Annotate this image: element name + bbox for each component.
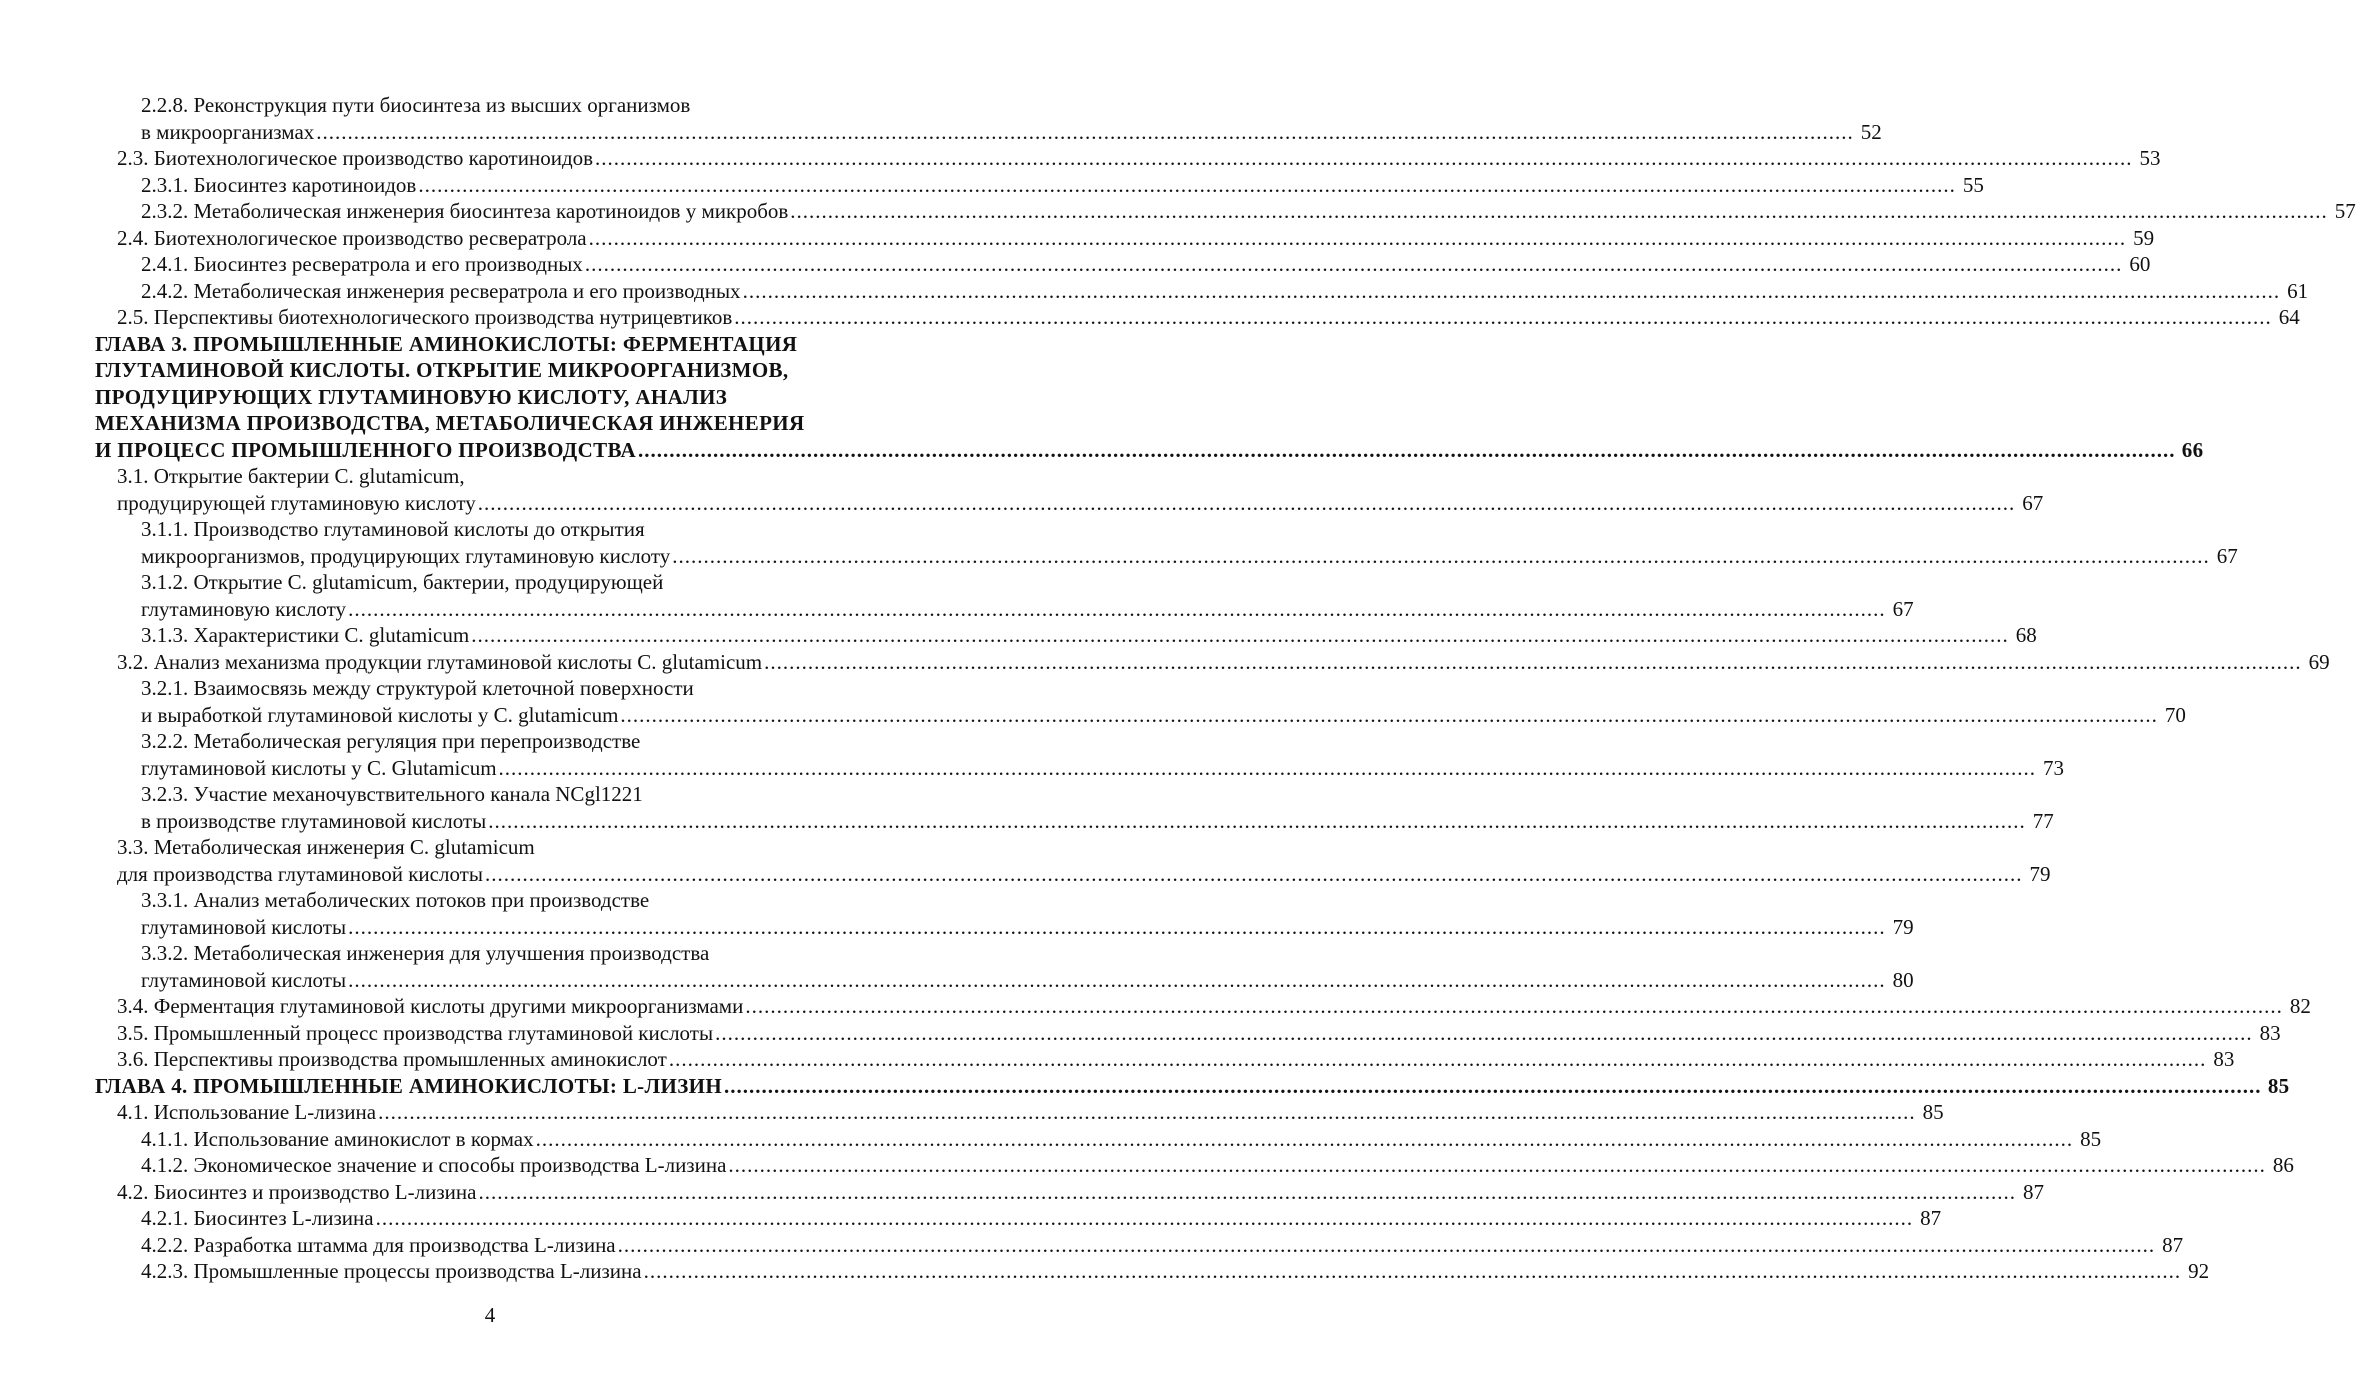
dot-leader — [672, 543, 2210, 570]
toc-entry — [95, 993, 2311, 1020]
dot-leader — [499, 755, 2037, 782]
toc-entry — [95, 543, 2238, 570]
toc-entry-title: 3.2.3. Участие механочувствительного канала NCgl1221 — [141, 782, 643, 806]
toc-entry — [95, 967, 1914, 994]
dot-leader — [644, 1258, 2182, 1285]
toc-entry-title: 4.1. Использование L-лизина — [117, 1100, 377, 1124]
dot-leader — [734, 304, 2272, 331]
toc-page-number: 52 — [1860, 119, 1882, 144]
toc-entry — [95, 516, 887, 543]
toc-page-number: 83 — [2213, 1047, 2235, 1071]
dot-leader — [764, 649, 2302, 676]
toc-page-number: 86 — [2272, 1153, 2294, 1177]
dot-leader — [536, 1126, 2074, 1153]
toc-page-number: 80 — [1892, 967, 1914, 992]
toc-entry-title: для производства глутаминовой кислоты — [117, 861, 483, 886]
toc-entry-title: 3.3.2. Метаболическая инженерия для улучшения производства — [141, 941, 710, 965]
table-of-contents — [95, 92, 2356, 1285]
toc-entry-title: 4.2.1. Биосинтез L-лизина — [141, 1206, 374, 1230]
toc-chapter-line — [95, 1073, 2290, 1100]
toc-entry-title: глутаминовой кислоты — [141, 967, 347, 992]
toc-entry — [95, 755, 2065, 782]
toc-entry-title: МЕХАНИЗМА ПРОИЗВОДСТВА, МЕТАБОЛИЧЕСКАЯ ИНЖЕНЕРИЯ — [95, 411, 805, 435]
toc-entry — [95, 278, 2309, 305]
toc-entry — [95, 463, 887, 490]
dot-leader — [378, 1099, 1916, 1126]
toc-page-number: 70 — [2164, 702, 2186, 727]
dot-leader — [669, 1046, 2207, 1073]
toc-page-number: 85 — [2267, 1073, 2290, 1098]
dot-leader — [589, 225, 2127, 252]
toc-chapter-line — [95, 384, 887, 411]
toc-entry-title: 4.2.3. Промышленные процессы производства L-лизина — [141, 1259, 642, 1283]
toc-entry — [95, 1152, 2294, 1179]
dot-leader — [745, 993, 2283, 1020]
toc-entry-title: в микроорганизмах — [141, 119, 315, 144]
toc-page-number: 82 — [2289, 994, 2311, 1018]
page-number: 4 — [484, 1303, 496, 1327]
dot-leader — [488, 808, 2026, 835]
toc-page-number: 66 — [2181, 437, 2204, 462]
toc-entry — [95, 225, 2155, 252]
toc-page-number: 87 — [1920, 1206, 1942, 1230]
toc-entry-title: 3.1. Открытие бактерии C. glutamicum, — [117, 464, 465, 488]
toc-entry — [95, 1179, 2044, 1206]
toc-chapter-line — [95, 331, 887, 358]
toc-entry — [95, 940, 887, 967]
toc-entry-title: в производстве глутаминовой кислоты — [141, 808, 487, 833]
dot-leader — [348, 596, 1886, 623]
toc-page-number: 83 — [2259, 1020, 2281, 1045]
toc-entry — [95, 914, 1914, 941]
dot-leader — [348, 914, 1886, 941]
toc-page-number: 59 — [2133, 225, 2155, 250]
toc-entry-title: 2.2.8. Реконструкция пути биосинтеза из высших организмов — [141, 93, 691, 117]
toc-chapter-line — [95, 357, 887, 384]
dot-leader — [595, 145, 2133, 172]
dot-leader — [620, 702, 2158, 729]
toc-page-number: 67 — [2216, 543, 2238, 568]
toc-page-number: 85 — [1922, 1100, 1944, 1124]
toc-page-number: 55 — [1962, 172, 1984, 197]
dot-leader — [715, 1020, 2253, 1047]
toc-page-number: 92 — [2188, 1259, 2210, 1283]
toc-entry — [95, 569, 887, 596]
toc-entry — [95, 808, 2054, 835]
toc-entry — [95, 119, 1882, 146]
toc-entry-title: И ПРОЦЕСС ПРОМЫШЛЕННОГО ПРОИЗВОДСТВА — [95, 437, 636, 462]
toc-entry — [95, 251, 2151, 278]
toc-entry-title: 4.1.1. Использование аминокислот в кормах — [141, 1126, 534, 1151]
dot-leader — [418, 172, 1956, 199]
toc-page-number: 67 — [2022, 490, 2044, 515]
toc-entry — [95, 145, 2161, 172]
toc-page-number: 61 — [2287, 278, 2309, 303]
toc-page-number: 73 — [2043, 755, 2065, 780]
dot-leader — [348, 967, 1886, 994]
toc-entry — [95, 1232, 2184, 1259]
toc-entry-title: 3.2. Анализ механизма продукции глутаминовой кислоты C. glutamicum — [117, 649, 763, 674]
toc-entry — [95, 1099, 1944, 1126]
dot-leader — [790, 198, 2328, 225]
toc-page-number: 79 — [2029, 861, 2051, 886]
toc-entry-title: 3.1.1. Производство глутаминовой кислоты до открытия — [141, 517, 645, 541]
toc-entry-title: 3.1.3. Характеристики C. glutamicum — [141, 623, 470, 647]
dot-leader — [728, 1152, 2266, 1179]
toc-entry — [95, 1020, 2281, 1047]
toc-entry-title: ГЛАВА 4. ПРОМЫШЛЕННЫЕ АМИНОКИСЛОТЫ: L-ЛИЗИН — [95, 1073, 723, 1098]
dot-leader — [485, 861, 2023, 888]
toc-entry — [95, 675, 887, 702]
toc-entry-title: глутаминовую кислоту — [141, 596, 347, 621]
toc-page-number: 60 — [2129, 252, 2151, 276]
toc-entry-title: ГЛАВА 3. ПРОМЫШЛЕННЫЕ АМИНОКИСЛОТЫ: ФЕРМЕНТАЦИЯ — [95, 331, 798, 356]
toc-entry-title: 3.3. Метаболическая инженерия C. glutamicum — [117, 835, 535, 859]
toc-page-number: 69 — [2308, 649, 2330, 674]
toc-entry-title: 2.3.1. Биосинтез каротиноидов — [141, 172, 417, 197]
toc-page-number: 57 — [2334, 199, 2356, 223]
toc-entry-title: 2.4.2. Метаболическая инженерия ресвератрола и его производных — [141, 278, 741, 303]
dot-leader — [376, 1205, 1914, 1232]
toc-entry-title: глутаминовой кислоты — [141, 914, 347, 939]
toc-entry-title: ПРОДУЦИРУЮЩИХ ГЛУТАМИНОВУЮ КИСЛОТУ, АНАЛИЗ — [95, 384, 728, 409]
toc-entry-title: 2.3. Биотехнологическое производство каротиноидов — [117, 146, 594, 170]
toc-entry-title: 4.1.2. Экономическое значение и способы производства L-лизина — [141, 1153, 727, 1177]
toc-entry — [95, 861, 2051, 888]
toc-entry-title: глутаминовой кислоты у C. Glutamicum — [141, 755, 497, 780]
toc-entry-title: 3.2.1. Взаимосвязь между структурой клеточной поверхности — [141, 676, 694, 700]
toc-entry — [95, 781, 887, 808]
toc-chapter-line — [95, 410, 887, 437]
toc-entry — [95, 490, 2044, 517]
dot-leader — [724, 1073, 2262, 1100]
toc-entry-title: продуцирующей глутаминовую кислоту — [117, 490, 476, 515]
toc-entry — [95, 728, 887, 755]
toc-entry-title: 3.3.1. Анализ метаболических потоков при производстве — [141, 888, 650, 912]
toc-entry — [95, 649, 2330, 676]
toc-entry — [95, 1258, 2210, 1285]
dot-leader — [478, 1179, 2016, 1206]
toc-entry-title: 3.2.2. Метаболическая регуляция при перепроизводстве — [141, 729, 641, 753]
dot-leader — [471, 622, 2009, 649]
toc-chapter-line — [95, 437, 2204, 464]
toc-entry-title: 2.5. Перспективы биотехнологического производства нутрицевтиков — [117, 305, 733, 329]
dot-leader — [743, 278, 2281, 305]
toc-entry-title: 3.6. Перспективы производства промышленных аминокислот — [117, 1047, 667, 1071]
toc-page-number: 85 — [2080, 1126, 2102, 1151]
toc-entry — [95, 304, 2300, 331]
toc-entry — [95, 1126, 2102, 1153]
toc-page-number: 64 — [2278, 305, 2300, 329]
toc-entry-title: 3.4. Ферментация глутаминовой кислоты другими микроорганизмами — [117, 994, 744, 1018]
dot-leader — [638, 437, 2176, 464]
toc-page-number: 77 — [2032, 808, 2054, 833]
toc-entry — [95, 702, 2186, 729]
toc-entry-title: 4.2. Биосинтез и производство L-лизина — [117, 1179, 477, 1204]
toc-entry-title: 2.4.1. Биосинтез ресвератрола и его производных — [141, 252, 583, 276]
toc-entry — [95, 172, 1984, 199]
dot-leader — [478, 490, 2016, 517]
toc-entry — [95, 622, 2037, 649]
toc-page-number: 87 — [2022, 1179, 2044, 1204]
toc-page-number: 68 — [2015, 623, 2037, 647]
toc-entry — [95, 92, 887, 119]
toc-page-number: 79 — [1892, 914, 1914, 939]
dot-leader — [585, 251, 2123, 278]
toc-entry — [95, 887, 887, 914]
toc-page-number: 87 — [2162, 1232, 2184, 1257]
toc-entry-title: 4.2.2. Разработка штамма для производства L-лизина — [141, 1232, 616, 1257]
toc-entry — [95, 834, 887, 861]
toc-page-number: 67 — [1892, 596, 1914, 621]
toc-entry — [95, 596, 1914, 623]
toc-entry-title: микроорганизмов, продуцирующих глутаминовую кислоту — [141, 543, 671, 568]
toc-entry-title: 3.1.2. Открытие C. glutamicum, бактерии, продуцирующей — [141, 570, 664, 594]
toc-entry-title: 3.5. Промышленный процесс производства глутаминовой кислоты — [117, 1020, 714, 1045]
toc-page-number: 53 — [2139, 146, 2161, 170]
toc-entry-title: ГЛУТАМИНОВОЙ КИСЛОТЫ. ОТКРЫТИЕ МИКРООРГАНИЗМОВ, — [95, 358, 789, 382]
toc-entry — [95, 1046, 2235, 1073]
toc-entry-title: 2.3.2. Метаболическая инженерия биосинтеза каротиноидов у микробов — [141, 199, 789, 223]
dot-leader — [618, 1232, 2156, 1259]
dot-leader — [316, 119, 1854, 146]
toc-entry — [95, 198, 2356, 225]
toc-entry-title: и выработкой глутаминовой кислоты у C. glutamicum — [141, 702, 619, 727]
toc-entry-title: 2.4. Биотехнологическое производство ресвератрола — [117, 225, 587, 250]
toc-entry — [95, 1205, 1942, 1232]
